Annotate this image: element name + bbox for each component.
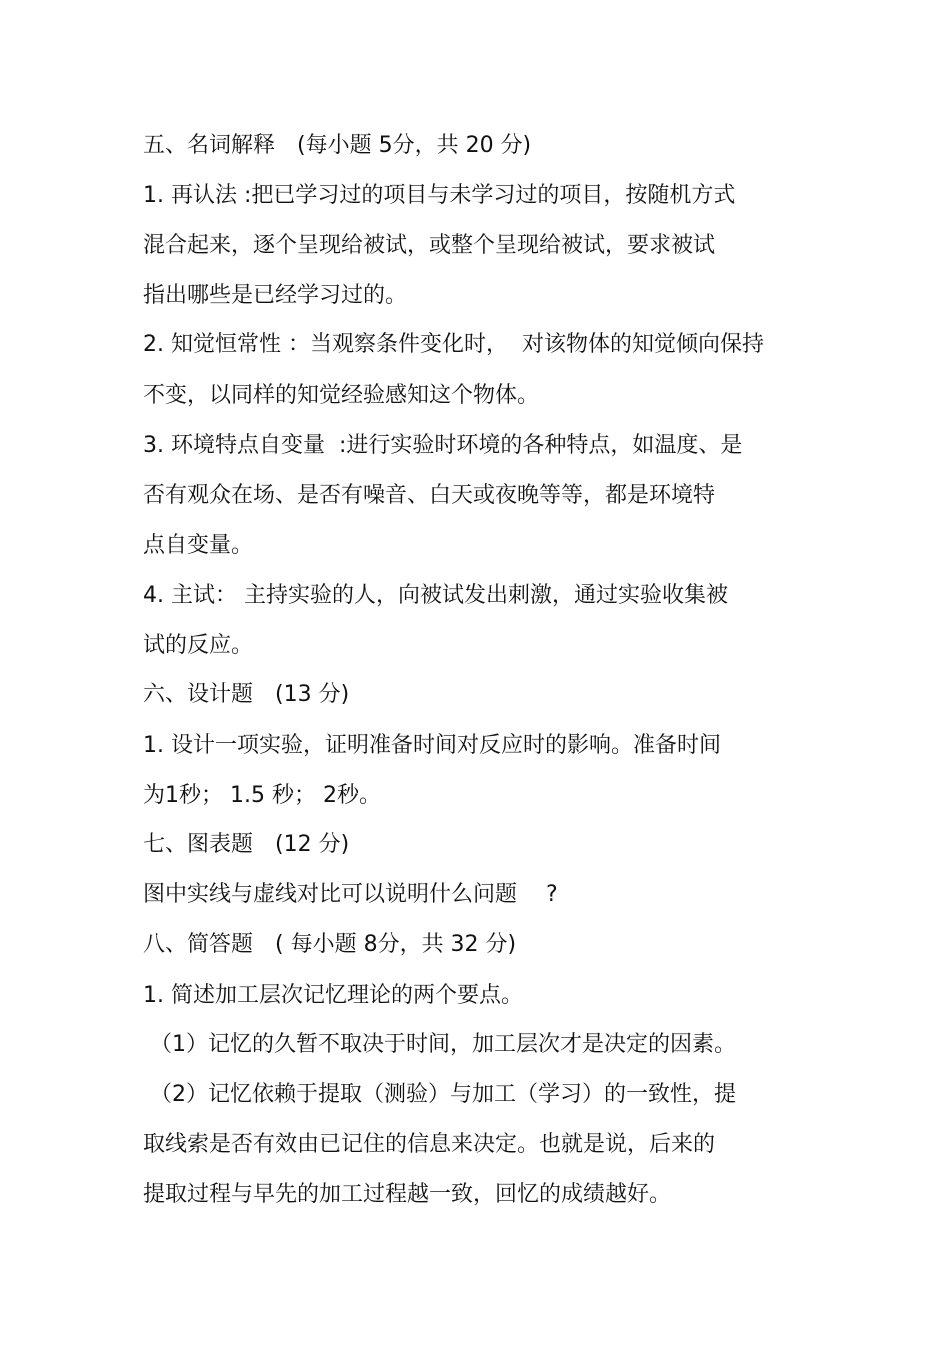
term-4-line-1: 4. 主试： 主持实验的人，向被试发出刺激，通过实验收集被: [143, 583, 728, 608]
term-1-line-2: 混合起来，逐个呈现给被试，或整个呈现给被试，要求被试: [143, 233, 716, 258]
term-2-line-2: 不变，以同样的知觉经验感知这个物体。: [143, 383, 540, 408]
answer-point-2-line-3: 提取过程与早先的加工过程越一致，回忆的成绩越好。: [143, 1182, 672, 1207]
design-question-line-2: 为1秒； 1.5 秒； 2秒。: [143, 783, 381, 808]
section-6-heading: 六、设计题 (13 分): [143, 682, 350, 707]
term-1-line-1: 1. 再认法 :把已学习过的项目与未学习过的项目，按随机方式: [143, 183, 736, 208]
chart-question: 图中实线与虚线对比可以说明什么问题 ?: [143, 882, 558, 907]
term-1-line-3: 指出哪些是已经学习过的。: [143, 283, 408, 308]
term-3-line-1: 3. 环境特点自变量 :进行实验时环境的各种特点，如温度、是: [143, 433, 743, 458]
answer-point-2-line-2: 取线索是否有效由已记住的信息来决定。也就是说，后来的: [143, 1132, 716, 1157]
answer-point-1: （1）记忆的久暂不取决于时间，加工层次才是决定的因素。: [150, 1032, 736, 1057]
design-question-line-1: 1. 设计一项实验，证明准备时间对反应时的影响。准备时间: [143, 733, 721, 758]
term-3-line-2: 否有观众在场、是否有噪音、白天或夜晚等等，都是环境特: [143, 483, 716, 508]
section-8-heading: 八、简答题 ( 每小题 8分，共 32 分): [143, 932, 517, 957]
short-answer-question: 1. 简述加工层次记忆理论的两个要点。: [143, 983, 523, 1008]
section-7-heading: 七、图表题 (12 分): [143, 832, 350, 857]
section-5-heading: 五、名词解释 (每小题 5分，共 20 分): [143, 133, 532, 158]
term-2-line-1: 2. 知觉恒常性 ：当观察条件变化时， 对该物体的知觉倾向保持: [143, 332, 764, 357]
term-3-line-3: 点自变量。: [143, 533, 254, 558]
answer-point-2-line-1: （2）记忆依赖于提取（测验）与加工（学习）的一致性，提: [150, 1082, 736, 1107]
term-4-line-2: 试的反应。: [143, 633, 254, 658]
